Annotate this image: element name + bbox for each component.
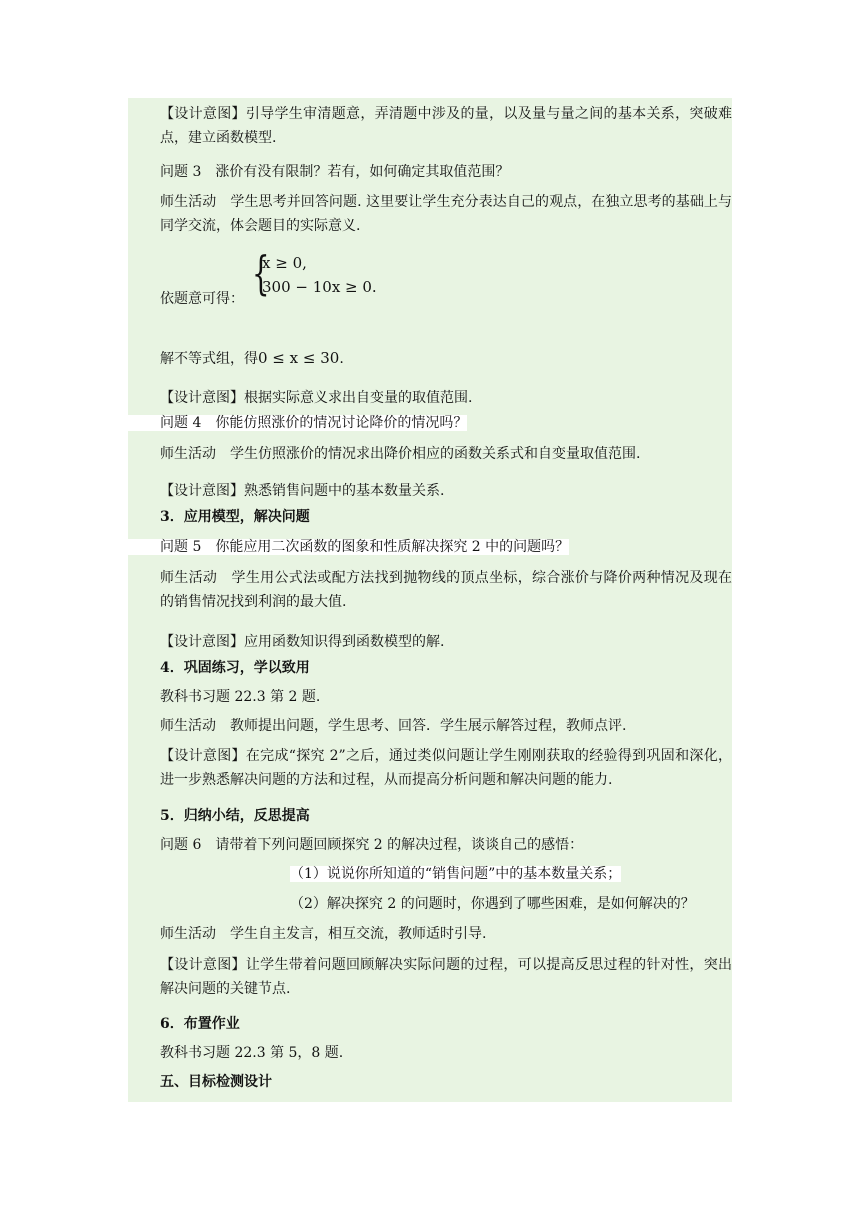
section-heading-4: 4．巩固练习，学以致用 [160,660,310,676]
question-6-item-1: （1）说说你所知道的“销售问题”中的基本数量关系； [290,866,622,882]
solution-range: 0 ≤ x ≤ 30 [258,349,340,367]
question-6-item-2: （2）解决探究 2 的问题时，你遇到了哪些困难，是如何解决的？ [290,896,695,912]
section-heading-6: 6．布置作业 [160,1016,240,1032]
design-intent-paragraph-5: 【设计意图】在完成“探究 2”之后，通过类似问题让学生刚刚获取的经验得到巩固和深化，进一步熟悉解决问题的方法和过程，从而提高分析问题和解决问题的能力. [160,748,732,788]
section-heading-5: 5．归纳小结，反思提高 [160,808,310,824]
section-heading-3: 3．应用模型，解决问题 [160,509,310,525]
question-5: 问题 5 你能应用二次函数的图象和性质解决探究 2 中的问题吗？ [128,537,732,557]
teacher-student-activity-3: 师生活动 学生用公式法或配方法找到抛物线的顶点坐标，综合涨价与降价两种情况及现在的销售情况找到利润的最大值. [160,570,732,610]
teacher-student-activity-5: 师生活动 学生自主发言，相互交流，教师适时引导. [160,926,487,942]
according-to-problem-label: 依题意可得： [160,291,244,307]
teacher-student-activity-2: 师生活动 学生仿照涨价的情况求出降价相应的函数关系式和自变量取值范围. [160,446,641,462]
design-intent-paragraph-3: 【设计意图】熟悉销售问题中的基本数量关系. [160,483,445,499]
question-6: 问题 6 请带着下列问题回顾探究 2 的解决过程，谈谈自己的感悟： [160,837,584,853]
inequality-2: 300 − 10x ≥ 0. [262,278,377,296]
question-4: 问题 4 你能仿照涨价的情况讨论降价的情况吗？ [128,413,732,433]
question-3: 问题 3 涨价有没有限制？若有，如何确定其取值范围？ [160,164,510,180]
teacher-student-activity-4: 师生活动 教师提出问题，学生思考、回答．学生展示解答过程，教师点评. [160,718,627,734]
design-intent-paragraph-2: 【设计意图】根据实际意义求出自变量的取值范围. [160,390,473,406]
design-intent-paragraph-6: 【设计意图】让学生带着问题回顾解决实际问题的过程，可以提高反思过程的针对性，突出解决问题的关键节点. [160,957,732,997]
design-intent-paragraph-1: 【设计意图】引导学生审清题意，弄清题中涉及的量，以及量与量之间的基本关系，突破难点，建立函数模型. [160,106,733,146]
textbook-exercise-1: 教科书习题 22.3 第 2 题. [160,689,321,705]
teacher-student-activity-1: 师生活动 学生思考并回答问题. 这里要让学生充分表达自己的观点，在独立思考的基础上与同学交流，体会题目的实际意义. [160,194,732,234]
homework-assignment: 教科书习题 22.3 第 5，8 题. [160,1045,344,1061]
brace-symbol: { [252,246,270,300]
design-intent-paragraph-4: 【设计意图】应用函数知识得到函数模型的解. [160,634,445,650]
solve-inequality-line: 解不等式组，得0 ≤ x ≤ 30. [160,349,344,367]
section-heading-five: 五、目标检测设计 [160,1074,272,1090]
inequality-1: x ≥ 0, [262,254,307,272]
